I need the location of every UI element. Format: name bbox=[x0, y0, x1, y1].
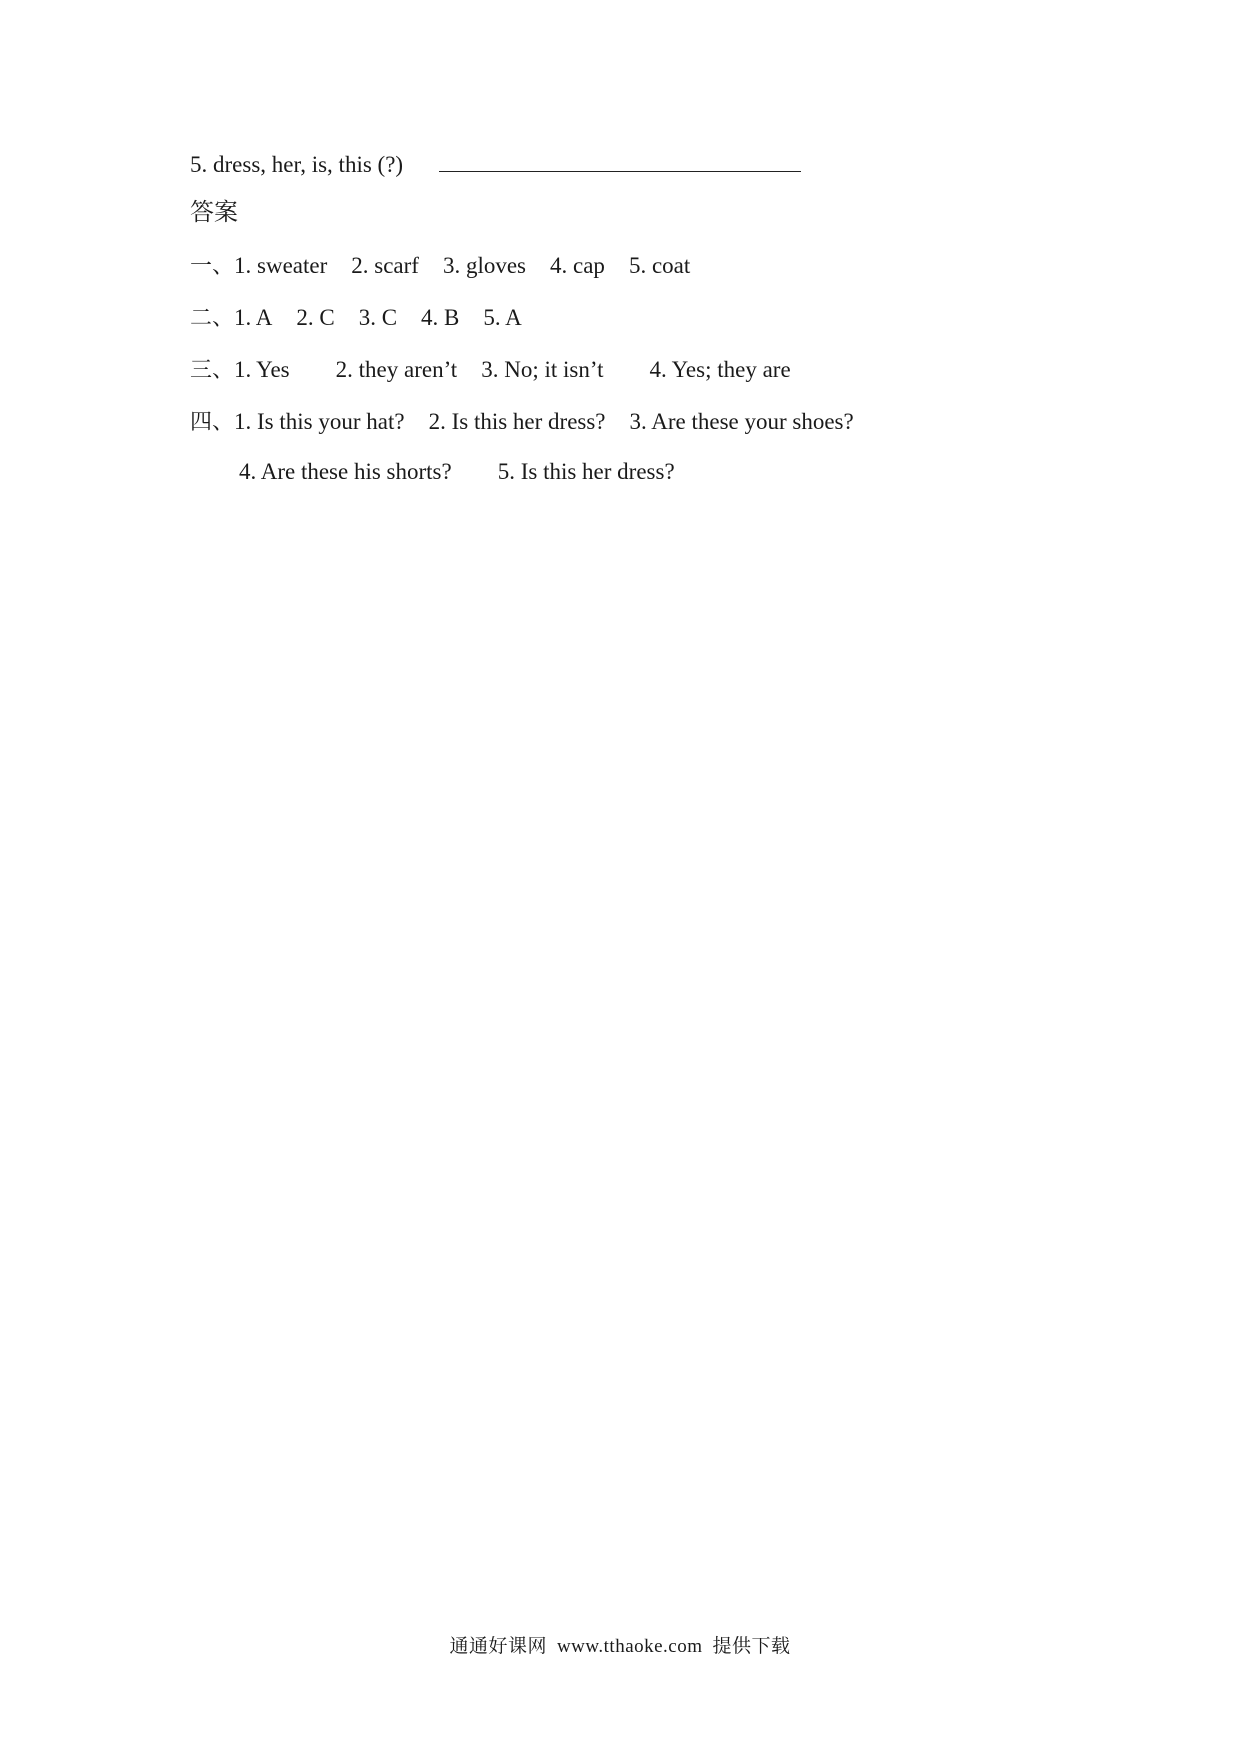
answer-item: 4. Yes; they are bbox=[649, 357, 791, 382]
answer-section-3 bbox=[190, 355, 791, 386]
answers-heading: 答案 bbox=[190, 200, 238, 226]
page-footer bbox=[0, 1631, 1240, 1658]
footer-url: www.tthaoke.com bbox=[556, 1636, 703, 1657]
section-marker: 三、 bbox=[190, 358, 235, 383]
answer-item: 3. gloves bbox=[442, 253, 527, 278]
section-marker: 四、 bbox=[190, 410, 235, 435]
answer-item: 5. A bbox=[483, 305, 522, 330]
footer-suffix: 提供下载 bbox=[712, 1635, 791, 1657]
answer-item: 1. sweater bbox=[234, 253, 328, 278]
answer-item: 1. Is this your hat? bbox=[234, 409, 405, 434]
answer-item: 3. C bbox=[358, 305, 398, 330]
answer-item: 5. Is this her dress? bbox=[497, 459, 675, 484]
section-marker: 二、 bbox=[190, 306, 235, 331]
answer-item: 2. C bbox=[296, 305, 335, 330]
answer-item: 5. coat bbox=[628, 253, 691, 278]
answer-section-1 bbox=[190, 251, 690, 282]
answer-blank bbox=[439, 151, 801, 172]
section-marker: 一、 bbox=[190, 254, 235, 279]
answer-item: 3. Are these your shoes? bbox=[629, 409, 854, 434]
footer-site-name: 通通好课网 bbox=[449, 1635, 547, 1657]
answer-item: 2. scarf bbox=[351, 253, 419, 278]
question-5-text: 5. dress, her, is, this (?) bbox=[190, 152, 404, 177]
answer-item: 2. they aren’t bbox=[335, 357, 458, 382]
answer-item: 4. Are these his shorts? bbox=[239, 459, 452, 484]
answer-section-4-continuation bbox=[239, 457, 675, 487]
question-5 bbox=[190, 150, 801, 180]
answer-item: 1. A bbox=[234, 305, 273, 330]
answer-item: 4. B bbox=[421, 305, 460, 330]
answer-item: 3. No; it isn’t bbox=[481, 357, 604, 382]
answer-item: 2. Is this her dress? bbox=[428, 409, 606, 434]
answer-section-4 bbox=[190, 407, 854, 438]
answer-section-2 bbox=[190, 303, 522, 334]
answer-item: 4. cap bbox=[550, 253, 605, 278]
answer-item: 1. Yes bbox=[234, 357, 290, 382]
